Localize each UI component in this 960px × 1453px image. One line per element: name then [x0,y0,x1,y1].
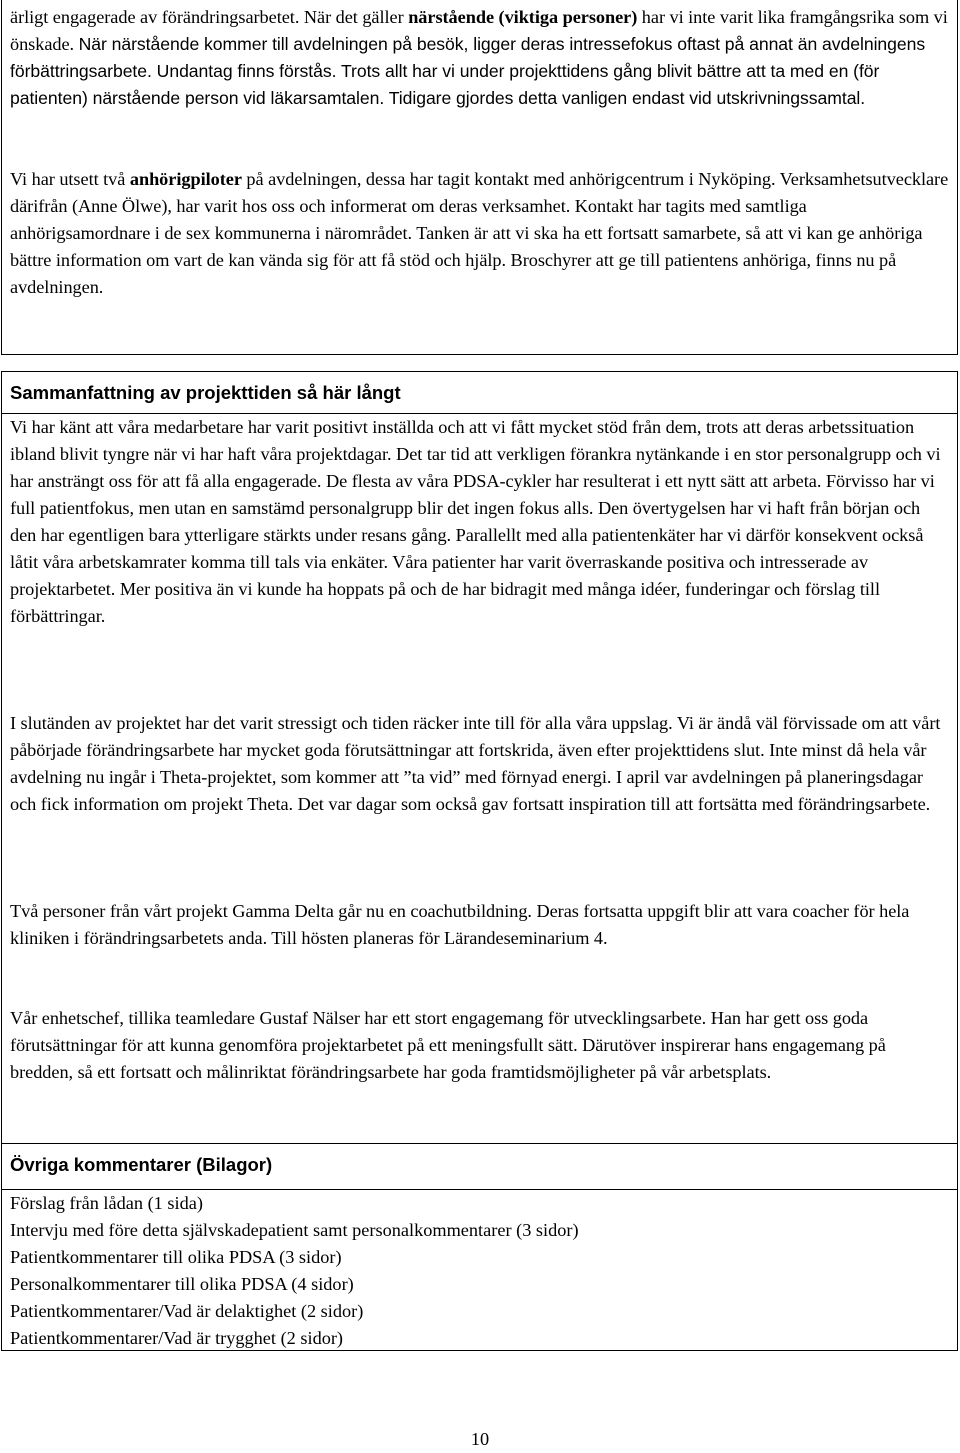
summary-heading-box [1,371,958,413]
attachments-heading-box [1,1144,958,1189]
attachments-section [1,1189,958,1351]
summary-section [1,413,958,1144]
list-item: Patientkommentarer/Vad är delaktighet (2 sidor) [10,1301,364,1321]
summary-paragraph-3: Två personer från vårt projekt Gamma Delta går nu en coachutbildning. Deras fortsatta uppgift blir att vara coacher för hela kliniken i förändringsarbetets anda. Till hösten planeras för Lärandeseminarium 4. [10,901,910,948]
anhorigpiloter-paragraph: Vi har utsett två anhörigpiloter på avdelningen, dessa har tagit kontakt med anhörigcentrum i Nyköping. Verksamhetsutvecklare därifrån (Anne Ölwe), har varit hos oss och informerat om deras verksamhet. Kontakt har tagits med samtliga anhörigsamordnare i de sex kommunerna i närområdet. Tanken är att vi ska ha ett fortsatt samarbete, så att vi kan ge anhöriga bättre information om vart de kan vända sig för att få stöd och hjälp. Broschyrer att ge till patientens anhöriga, finns nu på avdelningen. [10,169,949,297]
attachments-list [10,1190,579,1352]
summary-paragraph-1: Vi har känt att våra medarbetare har varit positivt inställda och att vi fått mycket stöd från dem, trots att deras arbetssituation ibland blivit tyngre när vi har haft våra projektdagar. Det tar tid att verkligen förankra nytänkande i en stor personalgrupp och vi har ansträngt oss för att få alla engagerade. De flesta av våra PDSA-cykler har resulterat i ett nytt sätt att arbeta. Förvisso har vi full patientfokus, men utan en samstämd personalgrupp blir det ingen fokus alls. Den övertygelsen har vi haft från början och den har egentligen bara ytterligare stärkts under resans gång. Parallellt med alla patientenkäter har vi därför konsekvent också låtit våra arbetskamrater komma till tals via enkäter. Våra patienter har varit överraskande positiva och intresserade av projektarbetet. Mer positiva än vi kunde ha hoppats på och de har bidragit med många idéer, funderingar och förslag till förbättringar. [10,417,941,626]
list-item: Personalkommentarer till olika PDSA (4 sidor) [10,1274,354,1294]
list-item: Förslag från lådan (1 sida) [10,1193,203,1213]
list-item: Patientkommentarer till olika PDSA (3 sidor) [10,1247,342,1267]
summary-heading: Sammanfattning av projekttiden så här långt [10,382,401,403]
list-item: Intervju med före detta självskadepatient samt personalkommentarer (3 sidor) [10,1220,579,1240]
page-number: 10 [470,1429,490,1449]
summary-paragraph-2: I slutänden av projektet har det varit stressigt och tiden räcker inte till för alla våra uppslag. Vi är ändå väl förvissade om att vårt påbörjade förändringsarbete har mycket goda förutsättningar att fortskrida, även efter projekttidens slut. Inte minst då hela vår avdelning nu ingår i Theta-projektet, som kommer att ”ta vid” med förnyad energi. I april var avdelningen på planeringsdagar och fick information om projekt Theta. Det var dagar som också gav fortsatt inspiration till att fortsätta med förändringsarbete. [10,713,941,814]
narstaende-paragraph: ärligt engagerade av förändringsarbetet. När det gäller närstående (viktiga personer) har vi inte varit lika framgångsrika som vi önskade. När närstående kommer till avdelningen på besök, ligger deras intressefokus oftast på annat än avdelningens förbättringsarbete. Undantag finns förstås. Trots allt har vi under projekttidens gång blivit bättre att ta med en (för patienten) närstående person vid läkarsamtalen. Tidigare gjordes detta vanligen endast vid utskrivningssamtal. [10,7,948,108]
summary-paragraph-4: Vår enhetschef, tillika teamledare Gustaf Nälser har ett stort engagemang för utvecklingsarbete. Han har gett oss goda förutsättningar för att kunna genomföra projektarbetet på ett meningsfullt sätt. Därutöver inspirerar hans engagemang på bredden, så ett fortsatt och målinriktat förändringsarbete har goda framtidsmöjligheter på vår arbetsplats. [10,1008,886,1082]
anhoriga-section [1,0,958,355]
list-item: Patientkommentarer/Vad är trygghet (2 sidor) [10,1328,344,1348]
attachments-heading: Övriga kommentarer (Bilagor) [10,1154,273,1175]
